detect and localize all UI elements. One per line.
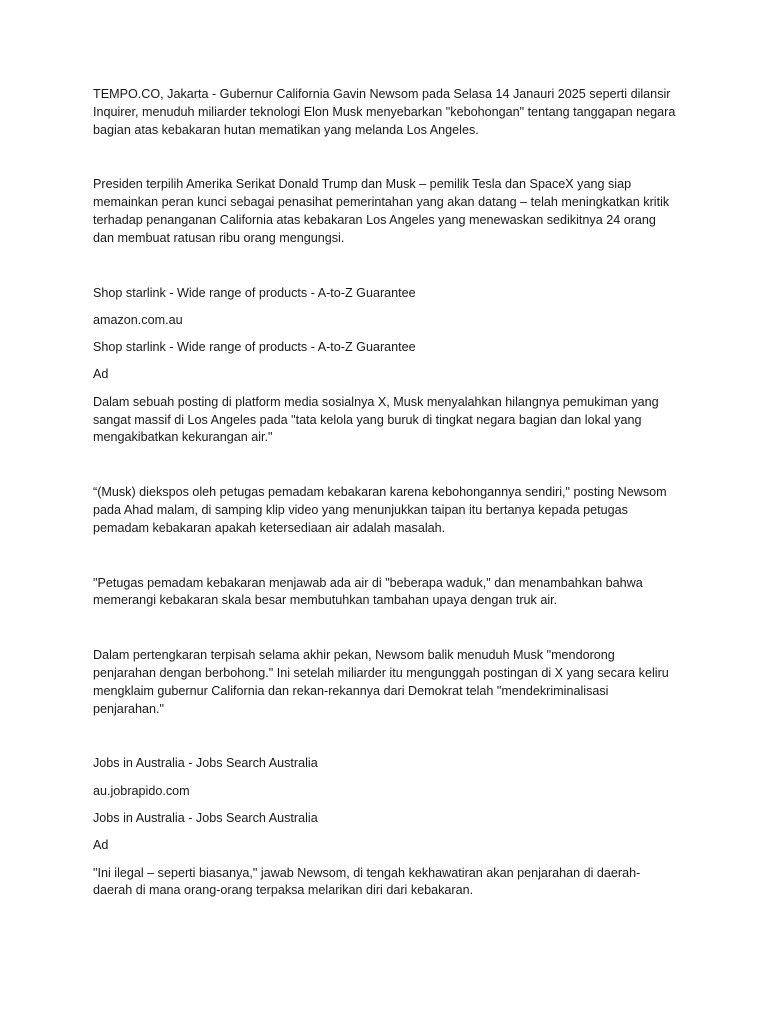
paragraph-musk-post: Dalam sebuah posting di platform media sosialnya X, Musk menyalahkan hilangnya pemukiman yang sangat massif di Los Angeles pada "tata kelola yang buruk di tingkat negara bagian dan lokal yang mengakibatkan kekurangan air." [93, 394, 659, 445]
paragraph-looting-dispute: Dalam pertengkaran terpisah selama akhir pekan, Newsom balik menuduh Musk "mendorong penjarahan dengan berbohong." Ini setelah miliarder itu mengunggah postingan di X yang secara keliru mengklaim gubernur California dan rekan-rekannya dari Demokrat telah "mendekriminalisasi penjarahan." [93, 648, 669, 716]
ad-title[interactable]: Shop starlink - Wide range of products - A-to-Z Guarantee [93, 285, 416, 300]
paragraph-illegal-reply: "Ini ilegal – seperti biasanya," jawab Newsom, di tengah kekhawatiran akan penjarahan di daerah-daerah di mana orang-orang terpaksa melarikan diri dari kebakaran. [93, 865, 641, 898]
ad-label: Ad [93, 367, 109, 382]
paragraph-newsom-post: “(Musk) diekspos oleh petugas pemadam kebakaran karena kebohongannya sendiri," posting Newsom pada Ahad malam, di samping klip video yang menunjukkan taipan itu bertanya kepada petugas pemadam kebakaran apakah ketersediaan air adalah masalah. [93, 485, 667, 535]
ad-title[interactable]: Jobs in Australia - Jobs Search Australia [93, 756, 318, 771]
ad-block-jobs[interactable] [93, 755, 676, 855]
paragraph-firefighter-answer: "Petugas pemadam kebakaran menjawab ada air di "beberapa waduk," dan menambahkan bahwa memerangi kebakaran skala besar membutuhkan tambahan upaya dengan truk air. [93, 575, 643, 608]
ad-domain[interactable]: amazon.com.au [93, 312, 183, 327]
ad-label: Ad [93, 838, 109, 853]
ad-title-repeat[interactable]: Jobs in Australia - Jobs Search Australia [93, 810, 318, 825]
paragraph-trump-musk: Presiden terpilih Amerika Serikat Donald Trump dan Musk – pemilik Tesla dan SpaceX yang siap memainkan peran kunci sebagai penasihat pemerintahan yang akan datang – telah meningkatkan kritik terhadap penanganan California atas kebakaran Los Angeles yang menewaskan sedikitnya 24 orang dan membuat ratusan ribu orang mengungsi. [93, 177, 670, 245]
paragraph-intro: TEMPO.CO, Jakarta - Gubernur California Gavin Newsom pada Selasa 14 Janauri 2025 seperti dilansir Inquirer, menuduh miliarder teknologi Elon Musk menyebarkan "kebohongan" tentang tanggapan negara bagian atas kebakaran hutan mematikan yang melanda Los Angeles. [93, 87, 676, 137]
ad-domain[interactable]: au.jobrapido.com [93, 783, 190, 798]
ad-block-starlink[interactable] [93, 285, 676, 385]
ad-title-repeat[interactable]: Shop starlink - Wide range of products - A-to-Z Guarantee [93, 340, 416, 355]
